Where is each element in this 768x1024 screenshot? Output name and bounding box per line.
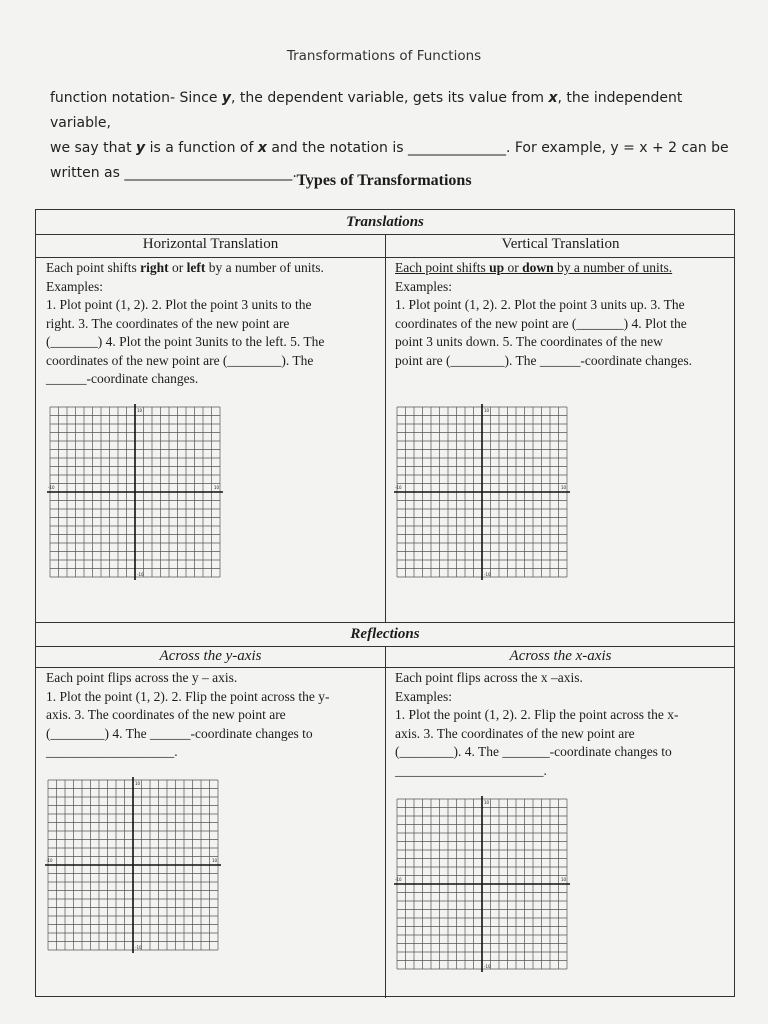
horizontal-translation-text: [46, 259, 372, 389]
grid-svg[interactable]: [46, 403, 224, 581]
y-axis-max-label: 10: [135, 781, 141, 786]
coordinate-grid[interactable]: [46, 403, 224, 581]
transformations-table: [35, 209, 735, 997]
row-divider: [36, 257, 734, 258]
text: axis. 3. The coordinates of the new point are: [46, 707, 286, 722]
intro-text: we say that: [50, 140, 137, 156]
y-axis-max-label: 10: [137, 408, 143, 413]
intro-text: , the dependent variable, gets its value from: [231, 90, 549, 106]
intro-text: , the independent variable,: [50, 90, 683, 131]
var-x: x: [548, 90, 558, 106]
keyword-right: right: [140, 260, 169, 275]
text: Examples:: [46, 278, 103, 294]
x-axis-max-label: 10: [561, 485, 567, 490]
text: by a number of units.: [553, 260, 673, 275]
grid-svg[interactable]: [44, 776, 222, 954]
column-divider: [385, 646, 386, 998]
var-x: x: [257, 140, 267, 156]
coordinate-grid[interactable]: [44, 776, 222, 954]
intro-text: is a function of: [145, 140, 258, 156]
text: coordinates of the new point are (________). The: [46, 352, 314, 368]
vertical-translation-text: [395, 259, 721, 370]
y-axis-max-label: 10: [484, 800, 490, 805]
text: Each point shifts: [46, 260, 141, 275]
across-x-axis-title: Across the x-axis: [509, 648, 612, 664]
text: 1. Plot the point (1, 2). 2. Flip the point across the y-: [46, 688, 330, 704]
types-heading: Types of Transformations: [296, 172, 472, 189]
vertical-translation-title: Vertical Translation: [501, 236, 620, 252]
grid-svg[interactable]: [393, 403, 571, 581]
row-divider: [36, 667, 734, 668]
text: Examples:: [395, 278, 452, 294]
example-blank[interactable]: ________________________.: [124, 165, 297, 181]
text: or: [504, 260, 523, 275]
text: (________). 4. The _______-coordinate changes to: [395, 744, 672, 759]
x-axis-max-label: 10: [214, 485, 220, 490]
keyword-up: up: [489, 260, 505, 275]
text: by a number of units.: [205, 260, 324, 275]
text: Examples:: [395, 688, 452, 704]
column-divider: [385, 234, 386, 622]
var-y: y: [221, 90, 232, 106]
text: axis. 3. The coordinates of the new point are: [395, 725, 635, 741]
text: ______________________.: [395, 762, 547, 778]
x-axis-min-label: -10: [46, 858, 53, 863]
intro-text: . For example, y = x + 2 can be: [505, 140, 729, 156]
page-title: Transformations of Functions: [286, 48, 482, 64]
y-axis-min-label: -10: [135, 945, 142, 950]
grid-svg[interactable]: [393, 795, 571, 973]
x-axis-min-label: -10: [395, 485, 402, 490]
x-axis-min-label: -10: [395, 877, 402, 882]
intro-text: written as: [50, 165, 125, 181]
y-axis-min-label: -10: [484, 964, 491, 969]
y-axis-min-label: -10: [137, 572, 144, 577]
y-axis-min-label: -10: [484, 572, 491, 577]
text: (________) 4. The ______-coordinate changes to: [46, 725, 313, 741]
text: Each point flips across the x –axis.: [395, 670, 583, 685]
keyword-left: left: [186, 260, 206, 275]
x-axis-min-label: -10: [48, 485, 55, 490]
y-axis-max-label: 10: [484, 408, 490, 413]
text: 1. Plot point (1, 2). 2. Plot the point 3 units up. 3. The: [395, 297, 685, 312]
text: right. 3. The coordinates of the new point are: [46, 315, 290, 331]
text: ___________________.: [46, 744, 178, 759]
text: point are (________). The ______-coordinate changes.: [395, 352, 693, 368]
intro-paragraph: [50, 86, 730, 186]
reflections-header: Reflections: [36, 622, 734, 647]
x-axis-max-label: 10: [561, 877, 567, 882]
x-axis-max-label: 10: [212, 858, 218, 863]
horizontal-translation-title: Horizontal Translation: [142, 236, 279, 252]
text: ______-coordinate changes.: [46, 371, 199, 386]
coordinate-grid[interactable]: [393, 795, 571, 973]
across-x-axis-text: [395, 669, 721, 780]
var-y: y: [136, 140, 146, 156]
across-y-axis-text: [46, 669, 372, 762]
text: Each point shifts: [395, 260, 490, 275]
coordinate-grid[interactable]: [393, 403, 571, 581]
keyword-down: down: [522, 260, 554, 275]
text: point 3 units down. 5. The coordinates of the new: [395, 334, 663, 349]
text: coordinates of the new point are (_______) 4. Plot the: [395, 315, 687, 331]
text: 1. Plot the point (1, 2). 2. Flip the point across the x-: [395, 707, 679, 722]
across-y-axis-title: Across the y-axis: [159, 648, 262, 664]
text: Each point flips across the y – axis.: [46, 670, 238, 685]
text: 1. Plot point (1, 2). 2. Plot the point 3 units to the: [46, 297, 312, 312]
text: (_______) 4. Plot the point 3units to the left. 5. The: [46, 334, 325, 349]
notation-blank[interactable]: ______________: [407, 140, 506, 156]
intro-text: and the notation is: [266, 140, 408, 156]
translations-header: Translations: [36, 210, 734, 235]
intro-text: function notation- Since: [50, 90, 222, 106]
text: or: [168, 260, 187, 275]
